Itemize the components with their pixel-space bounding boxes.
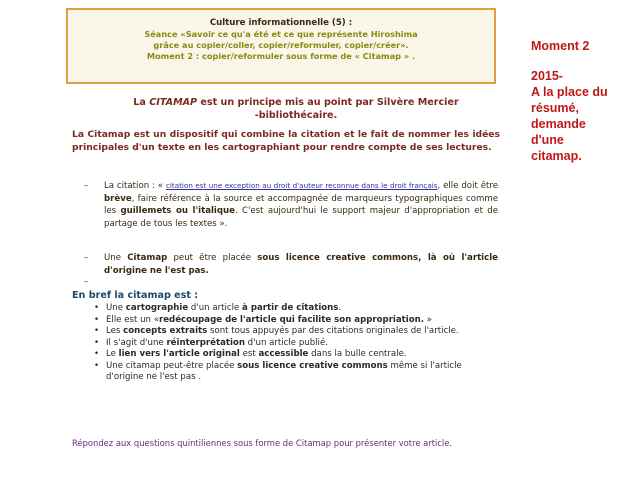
licence-text-a: Une bbox=[104, 253, 128, 263]
licence-text-c: sous licence creative commons, là où l'article d'origine ne l'est pas. bbox=[104, 253, 498, 276]
side-line-7: citamap. bbox=[531, 149, 582, 163]
side-line-3: A la place du bbox=[531, 85, 608, 99]
list-item: • Une cartographie d'un article à partir de citations. bbox=[92, 303, 502, 315]
side-year: 2015- bbox=[531, 69, 563, 83]
intro-line-2: -bibliothécaire. bbox=[254, 110, 338, 121]
side-line-6: d'une bbox=[531, 133, 564, 147]
brief-title: En bref la citamap est : bbox=[72, 290, 199, 301]
dash-marker: – bbox=[84, 181, 89, 191]
citation-link[interactable]: citation est une exception au droit d'auteur reconnue dans le droit français bbox=[165, 181, 438, 190]
citation-text-a: , elle doit être bbox=[437, 181, 498, 191]
header-line-3: Moment 2 : copier/reformuler sous forme de « Citamap » . bbox=[146, 51, 416, 61]
citation-guillemets: guillemets ou l'italique bbox=[120, 206, 235, 216]
header-line-2: grâce au copier/coller, copier/reformuler, copier/créer». bbox=[153, 40, 409, 50]
document-page bbox=[62, 0, 522, 479]
dash-marker: – bbox=[84, 277, 89, 287]
licence-item bbox=[84, 252, 498, 277]
citation-breve: brève bbox=[104, 193, 132, 204]
side-line-4: résumé, bbox=[531, 101, 579, 115]
side-moment: Moment 2 bbox=[531, 39, 590, 53]
definition-paragraph: La Citamap est un dispositif qui combine la citation et le fait de nommer les idées principales d'un texte en les cartographiant pour rendre compte de ses lectures. bbox=[72, 129, 500, 153]
header-title: Culture informationnelle (5) : bbox=[209, 18, 353, 28]
list-item: • Le lien vers l'article original est accessible dans la bulle centrale. bbox=[92, 349, 502, 361]
licence-text-b: peut être placée bbox=[167, 253, 258, 263]
dash-marker: – bbox=[84, 253, 89, 263]
list-item: • Il s'agit d'une réinterprétation d'un article publié. bbox=[92, 338, 502, 350]
citation-item bbox=[84, 180, 498, 230]
footer-instruction: Répondez aux questions quintiliennes sous forme de Citamap pour présenter votre article. bbox=[72, 438, 453, 448]
list-item: • Elle est un «redécoupage de l'article qui facilite son appropriation. » bbox=[92, 315, 502, 327]
licence-citamap: Citamap bbox=[127, 253, 168, 263]
brief-list bbox=[92, 303, 502, 384]
intro-pre: La bbox=[133, 97, 150, 108]
side-line-5: demande bbox=[531, 117, 586, 131]
list-item: • Les concepts extraits sont tous appuyés par des citations originales de l'article. bbox=[92, 326, 502, 338]
citation-text-b: , faire référence à la source et accompagnée de marqueurs typographiques comme les bbox=[104, 193, 498, 216]
list-item: • Une citamap peut-être placée sous licence creative commons même si l'article d'origine ne l'est pas . bbox=[92, 361, 502, 384]
citation-text-c: . C'est aujourd'hui le support majeur d'appropriation et de partage de tous les textes ». bbox=[104, 206, 498, 229]
intro-rest: est un principe mis au point par Silvère Mercier bbox=[197, 97, 459, 108]
intro-citamap: CITAMAP bbox=[149, 97, 198, 108]
header-line-1: Séance «Savoir ce qu'a été et ce que représente Hiroshima bbox=[144, 29, 418, 39]
session-header-box bbox=[66, 8, 496, 84]
intro-paragraph bbox=[96, 96, 496, 122]
side-note bbox=[531, 38, 635, 164]
citation-lead: La citation : « bbox=[104, 181, 166, 191]
